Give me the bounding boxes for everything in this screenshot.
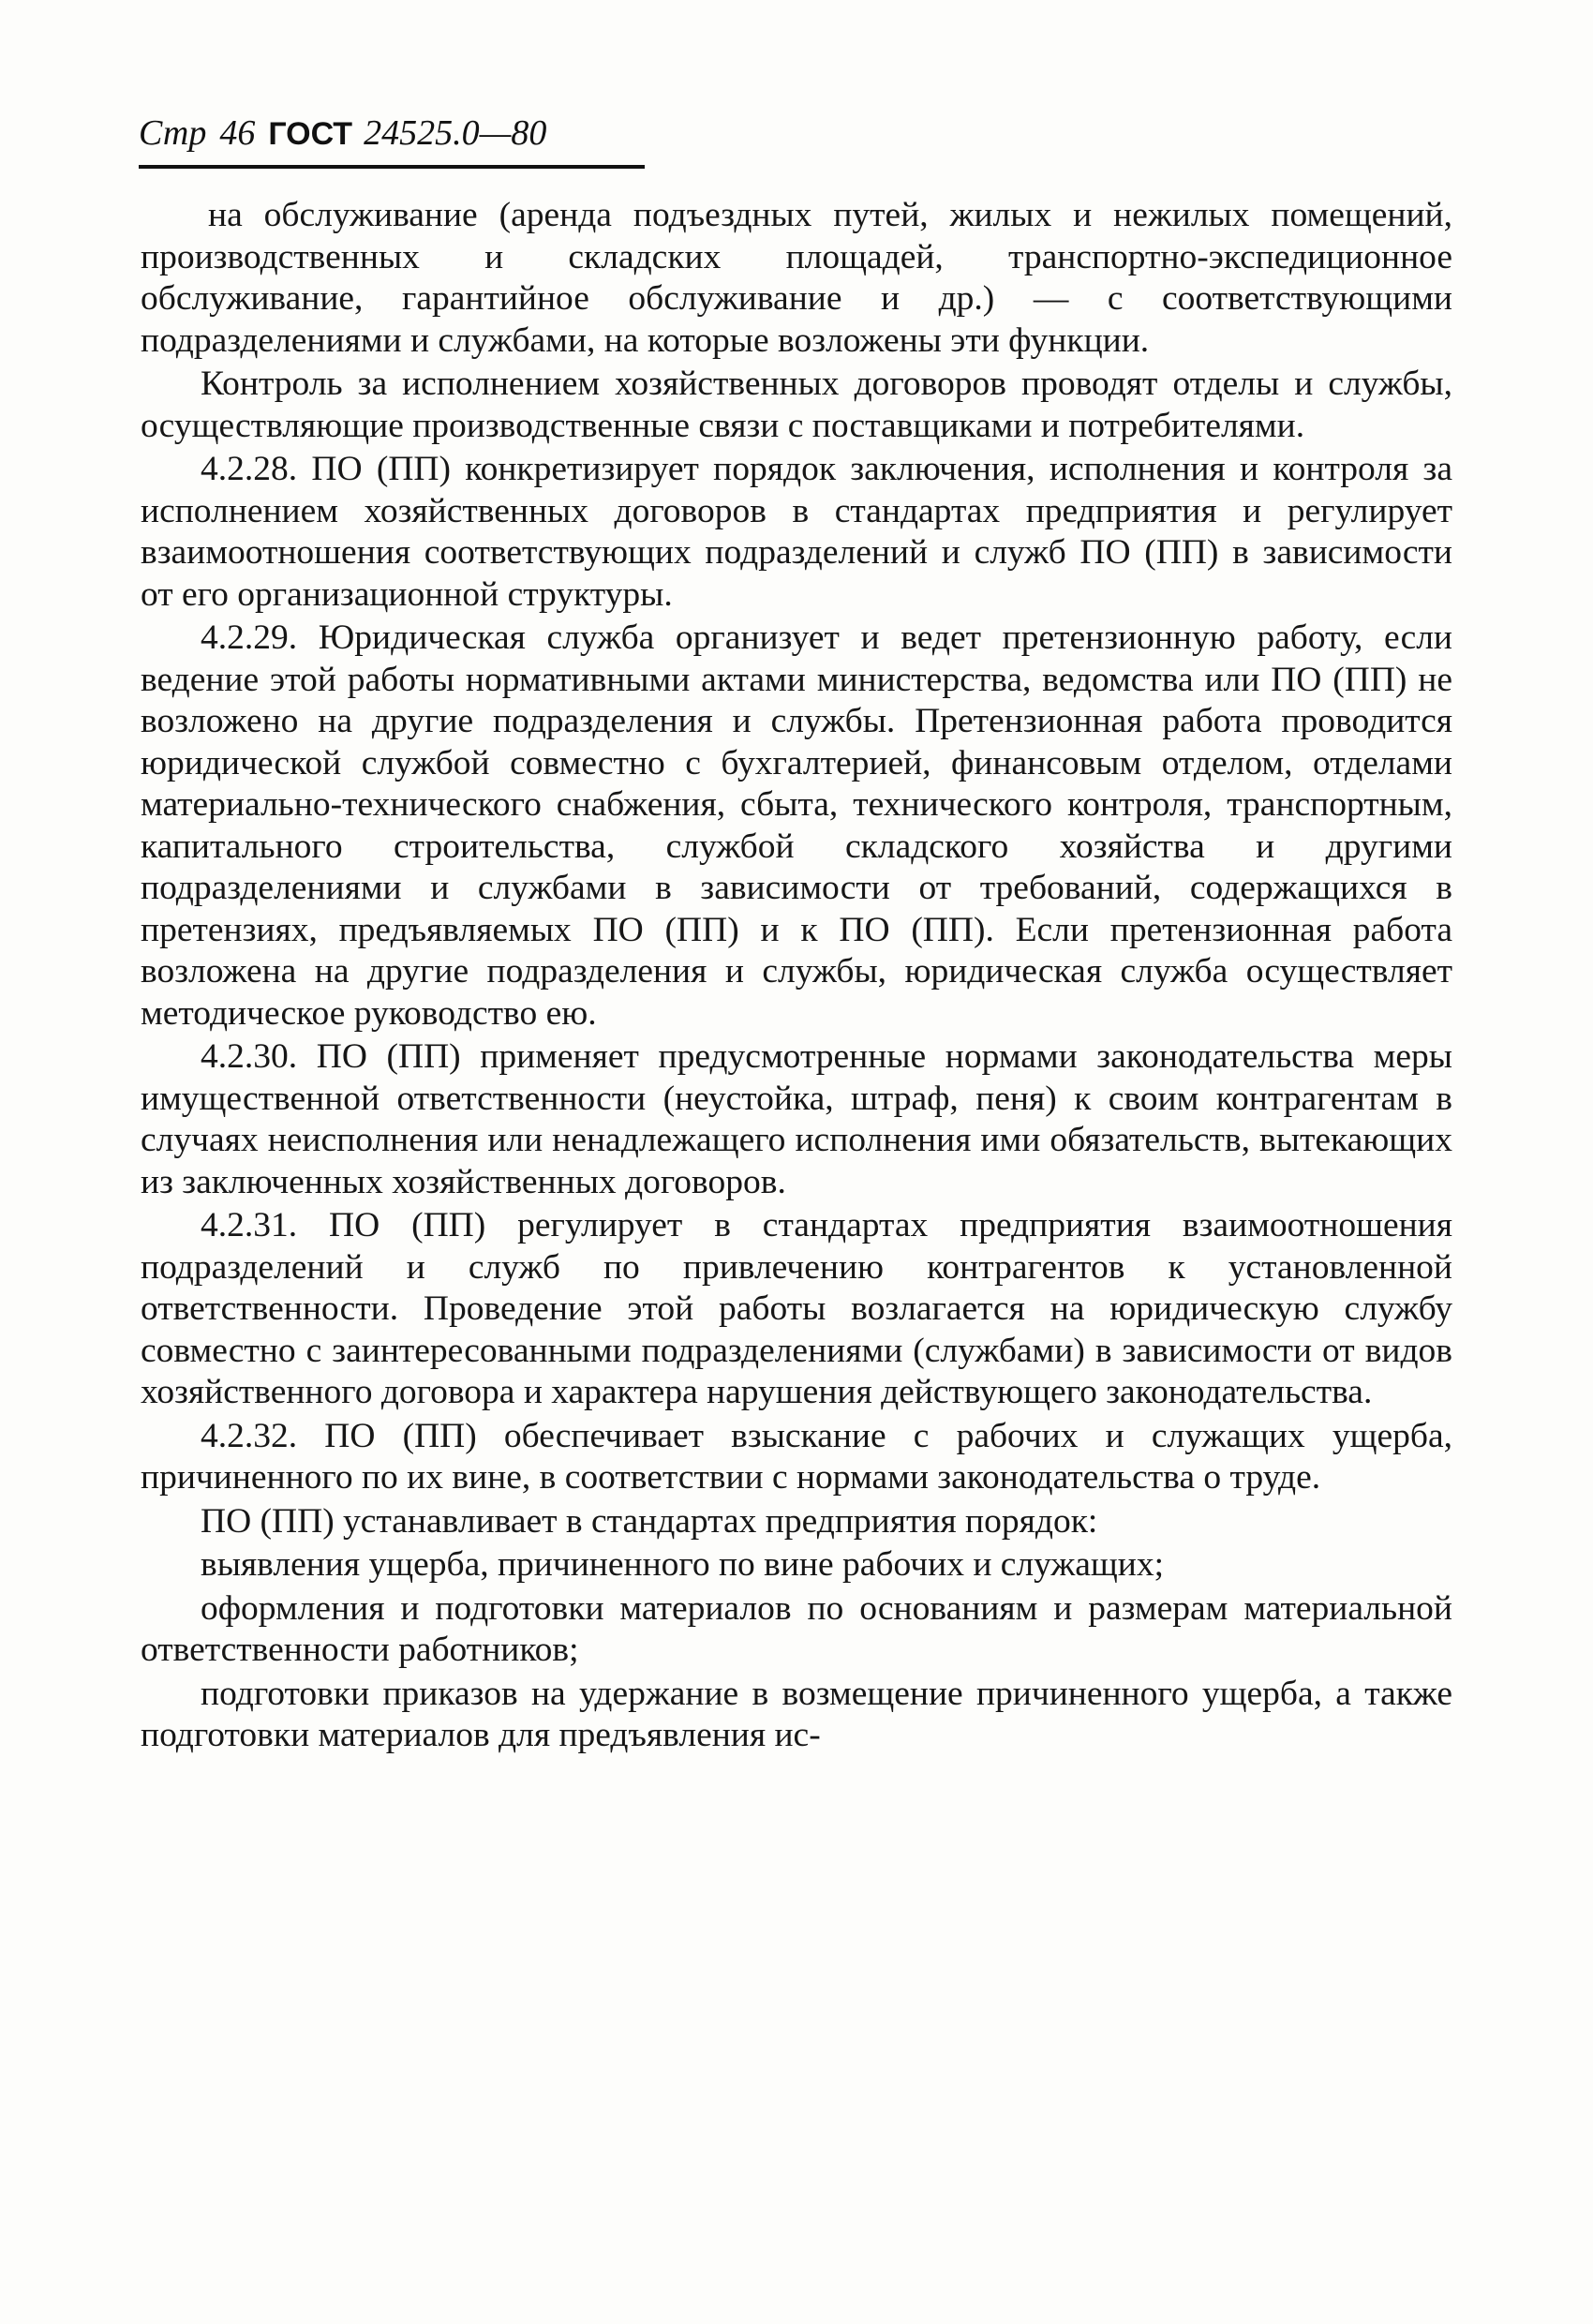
paragraph: 4.2.28. ПО (ПП) конкретизирует порядок заключения, исполнения и контроля за исполнением хозяйственных договоров в стандартах предприятия и регулирует взаимоотношения соответствующих подразделений и служб ПО (ПП) в зависимости от его организационной структуры. [141,450,1452,614]
paragraph: ПО (ПП) устанавливает в стандартах предприятия порядок: [201,1501,1098,1541]
paragraph: выявления ущерба, причиненного по вине рабочих и служащих; [201,1545,1165,1584]
standard-name: ГОСТ [268,116,353,152]
header-rule [139,165,645,169]
page-number: 46 [219,113,256,153]
paragraph: 4.2.29. Юридическая служба организует и ведет претензионную работу, если ведение этой работы нормативными актами министерства, ведомства или ПО (ПП) не возложено на другие подразделения и службы. Претензионная работа проводится юридической службой совместно с бухгалтерией, финансовым отделом, отделами материально-технического снабжения, сбыта, технического контроля, транспортным, капитального строительства, службой складского хозяйства и другими подразделениями и службами в зависимости от требований, содержащихся в претензиях, предъявляемых ПО (ПП) и к ПО (ПП). Если претензионная работа возложена на другие подразделения и службы, юридическая служба осуществляет методическое руководство ею. [141,618,1452,1033]
paragraph: Контроль за исполнением хозяйственных договоров проводят отделы и службы, осуществляющие производственные связи с поставщиками и потребителями. [141,365,1452,445]
standard-number: 24525.0—80 [364,113,547,153]
paragraph: 4.2.31. ПО (ПП) регулирует в стандартах предприятия взаимоотношения подразделений и служб по привлечению контрагентов к установленной ответственности. Проведение этой работы возлагается на юридическую службу совместно с заинтересованными подразделениями (службами) в зависимости от видов хозяйственного договора и характера нарушения действующего законодательства. [141,1206,1452,1411]
body-text [141,195,1452,1759]
paragraph: 4.2.32. ПО (ПП) обеспечивает взыскание с рабочих и служащих ущерба, причиненного по их вине, в соответствии с нормами законодательства о труде. [141,1416,1452,1497]
paragraph: оформления и подготовки материалов по основаниям и размерам материальной ответственности работников; [141,1588,1452,1669]
page-header [139,112,546,154]
paragraph: 4.2.30. ПО (ПП) применяет предусмотренные нормами законодательства меры имущественной ответственности (неустойка, штраф, пеня) к своим контрагентам в случаях неисполнения или ненадлежащего исполнения ими обязательств, вытекающих из заключенных хозяйственных договоров. [141,1037,1452,1201]
paragraph: на обслуживание (аренда подъездных путей, жилых и нежилых помещений, производственных и складских площадей, транспортно-экспедиционное обслуживание, гарантийное обслуживание и др.) — с соответствующими подразделениями и службами, на которые возложены эти функции. [141,196,1452,360]
page-label: Стр [139,113,207,153]
paragraph: подготовки приказов на удержание в возмещение причиненного ущерба, а также подготовки материалов для предъявления ис- [141,1674,1452,1754]
